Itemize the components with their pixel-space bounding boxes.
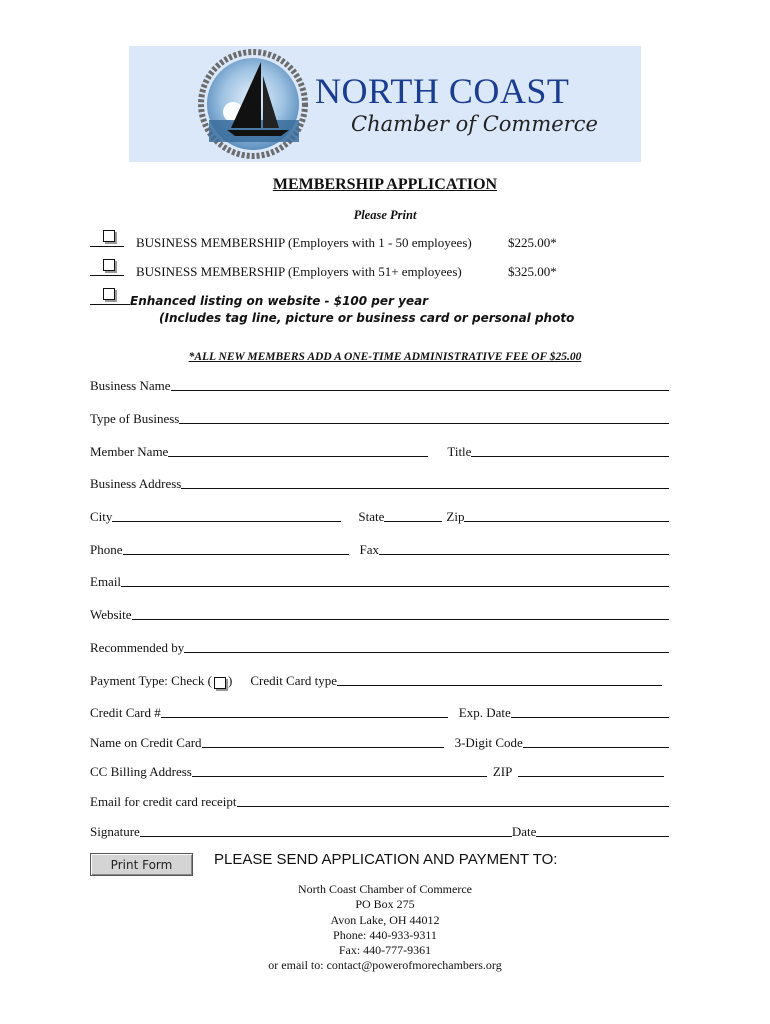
address-line: Phone: 440-933-9311: [333, 927, 437, 942]
city-state-zip-row: [90, 507, 669, 525]
field-label: Exp. Date: [458, 705, 511, 720]
field-label: Signature: [90, 824, 140, 839]
signature-field[interactable]: [140, 836, 512, 837]
field-label: Name on Credit Card: [90, 735, 202, 750]
org-subtitle: Chamber of Commerce: [351, 112, 598, 136]
recommended-by-field[interactable]: [90, 638, 669, 656]
checkbox[interactable]: [103, 259, 115, 271]
credit-card-number-field[interactable]: [161, 717, 448, 718]
signature-row: [90, 822, 669, 840]
field-label: ZIP: [492, 764, 513, 779]
enhanced-label: Enhanced listing on website - $100 per year: [130, 294, 429, 308]
print-form-button[interactable]: Print Form: [90, 853, 193, 876]
email-receipt-field[interactable]: [90, 792, 669, 810]
option-label: BUSINESS MEMBERSHIP (Employers with 1 - 50 employees): [136, 235, 472, 250]
email-field[interactable]: [90, 572, 669, 590]
fax-field[interactable]: [379, 554, 669, 555]
field-label: Email: [90, 574, 122, 589]
field-label: Title: [447, 444, 472, 459]
enhanced-note: (Includes tag line, picture or business card or personal photo: [159, 311, 575, 325]
checkbox[interactable]: [103, 288, 115, 300]
billing-zip-field[interactable]: [518, 776, 664, 777]
field-label: Fax: [359, 542, 379, 557]
option-price: $325.00*: [508, 264, 557, 279]
field-label: Credit Card #: [90, 705, 161, 720]
field-label: Member Name: [90, 444, 169, 459]
field-label: Website: [90, 607, 132, 622]
website-field[interactable]: [90, 605, 669, 623]
title-field[interactable]: [471, 456, 669, 457]
field-label: Business Address: [90, 476, 182, 491]
field-label: Recommended by: [90, 640, 185, 655]
option-enhanced-listing[interactable]: [90, 291, 428, 309]
admin-fee-note: *ALL NEW MEMBERS ADD A ONE-TIME ADMINISTRATIVE FEE OF $25.00: [188, 351, 582, 363]
member-name-field[interactable]: [168, 456, 428, 457]
billing-address-row: [90, 762, 664, 780]
address-line: North Coast Chamber of Commerce: [298, 882, 472, 896]
mailing-address: [0, 882, 770, 974]
credit-card-type-field[interactable]: [337, 685, 662, 686]
address-line: Avon Lake, OH 44012: [330, 912, 440, 927]
field-label: Phone: [90, 542, 123, 557]
field-label: ): [227, 673, 233, 688]
field-label: Email for credit card receipt: [90, 794, 237, 809]
field-label: CC Billing Address: [90, 764, 192, 779]
form-title: MEMBERSHIP APPLICATION: [272, 176, 498, 193]
checkbox[interactable]: [103, 230, 115, 242]
member-title-row: [90, 442, 669, 460]
please-print-note: Please Print: [353, 208, 417, 222]
phone-fax-row: [90, 540, 669, 558]
field-label: Zip: [446, 509, 465, 524]
type-of-business-field[interactable]: [90, 409, 669, 427]
phone-field[interactable]: [123, 554, 349, 555]
zip-field[interactable]: [464, 521, 669, 522]
state-field[interactable]: [384, 521, 442, 522]
option-large-business[interactable]: [90, 262, 462, 280]
field-label: Date: [511, 824, 537, 839]
city-field[interactable]: [112, 521, 341, 522]
field-label: City: [90, 509, 113, 524]
address-line: PO Box 275: [355, 897, 415, 912]
field-label: 3-Digit Code: [454, 735, 523, 750]
send-to-heading: PLEASE SEND APPLICATION AND PAYMENT TO:: [214, 851, 558, 868]
option-price: $225.00*: [508, 235, 557, 250]
option-label: BUSINESS MEMBERSHIP (Employers with 51+ employees): [136, 264, 462, 279]
date-field[interactable]: [536, 836, 669, 837]
business-name-field[interactable]: [90, 376, 669, 394]
field-label: Credit Card type: [250, 673, 337, 688]
payment-type-row: [90, 671, 662, 689]
address-line: Fax: 440-777-9361: [338, 943, 432, 958]
field-label: Payment Type: Check (: [90, 673, 212, 688]
option-small-business[interactable]: [90, 233, 472, 251]
exp-date-field[interactable]: [511, 717, 669, 718]
name-on-card-row: [90, 733, 669, 751]
name-on-card-field[interactable]: [202, 747, 444, 748]
field-label: Business Name: [90, 378, 171, 393]
header-banner: [129, 46, 641, 162]
field-label: State: [358, 509, 385, 524]
field-label: Type of Business: [90, 411, 180, 426]
check-payment-checkbox[interactable]: [214, 677, 226, 689]
business-address-field[interactable]: [90, 474, 669, 492]
address-line: or email to: contact@powerofmorechambers.org: [268, 958, 502, 973]
credit-card-row: [90, 703, 669, 721]
three-digit-code-field[interactable]: [523, 747, 669, 748]
org-name: NORTH COAST: [315, 71, 570, 111]
billing-address-field[interactable]: [192, 776, 487, 777]
